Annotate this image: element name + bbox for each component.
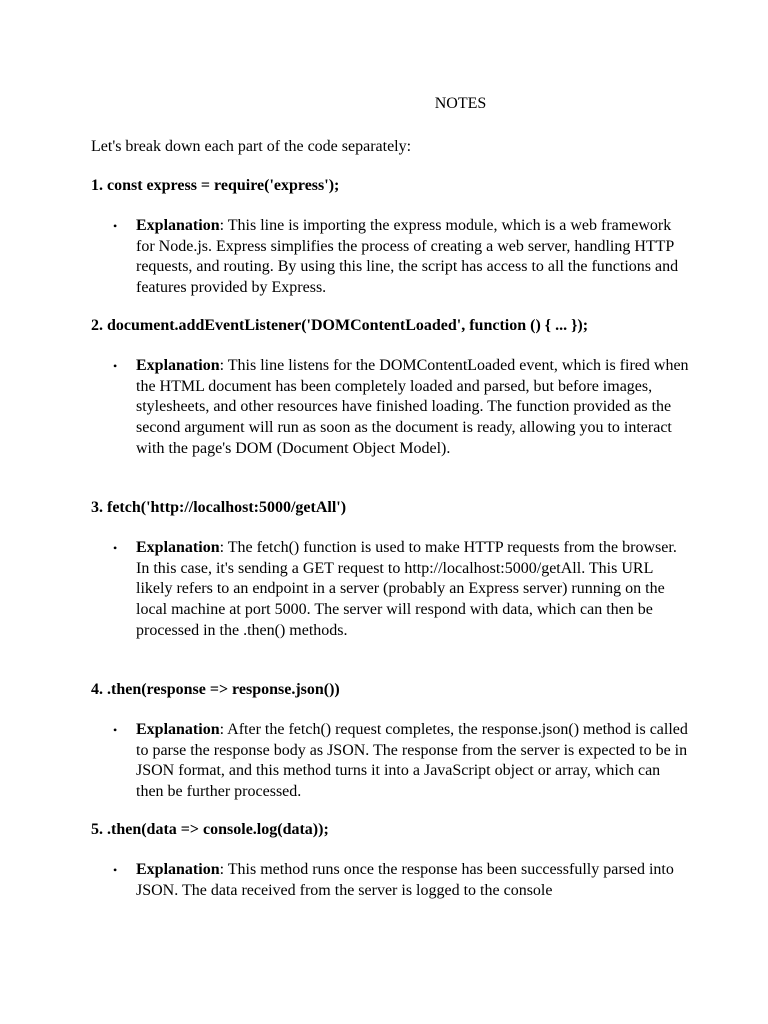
section-heading: 1. const express = require('express'); — [91, 177, 340, 194]
bullet-icon: • — [113, 722, 118, 737]
list-item — [91, 356, 691, 460]
section-heading: 3. fetch('http://localhost:5000/getAll') — [91, 499, 347, 516]
list-item — [91, 216, 691, 299]
section-2 — [91, 316, 691, 460]
explanation-label: Explanation — [136, 538, 220, 556]
bullet-icon: • — [113, 862, 118, 877]
section-heading: 5. .then(data => console.log(data)); — [91, 821, 329, 838]
page-title: NOTES — [434, 95, 487, 112]
section-3 — [91, 498, 691, 642]
explanation-label: Explanation — [136, 720, 220, 738]
list-item — [91, 720, 691, 803]
explanation-label: Explanation — [136, 860, 220, 878]
section-heading: 2. document.addEventListener('DOMContentLoaded', function () { ... }); — [91, 317, 589, 334]
explanation-text: : After the fetch() request completes, the response.json() method is called to parse the response body as JSON. The response from the server is expected to be in JSON format, and this method turns it into a JavaScript object or array, which can then be further processed. — [136, 720, 688, 801]
explanation-label: Explanation — [136, 356, 220, 374]
explanation-text: : This line is importing the express module, which is a web framework for Node.js. Express simplifies the process of creating a web server, handling HTTP requests, and routing. By using this line, the script has access to all the functions and features provided by Express. — [136, 216, 679, 297]
explanation-text: : This method runs once the response has been successfully parsed into JSON. The data received from the server is logged to the console — [136, 860, 674, 899]
section-5 — [91, 820, 691, 901]
list-item — [91, 860, 691, 902]
section-4 — [91, 680, 691, 803]
explanation-label: Explanation — [136, 216, 220, 234]
section-1 — [91, 176, 691, 299]
explanation-text: : The fetch() function is used to make HTTP requests from the browser. In this case, it's sending a GET request to http://localhost:5000/getAll. This URL likely refers to an endpoint in a server (probably an Express server) running on the local machine at port 5000. The server will respond with data, which can then be processed in the .then() methods. — [136, 538, 677, 639]
explanation-text: : This line listens for the DOMContentLoaded event, which is fired when the HTML document has been completely loaded and parsed, but before images, stylesheets, and other resources have finished loading. The function provided as the second argument will run as soon as the document is ready, allowing you to interact with the page's DOM (Document Object Model). — [136, 356, 689, 457]
section-heading: 4. .then(response => response.json()) — [91, 681, 340, 698]
bullet-icon: • — [113, 540, 118, 555]
list-item — [91, 538, 691, 642]
intro-text: Let's break down each part of the code separately: — [91, 138, 412, 155]
bullet-icon: • — [113, 358, 118, 373]
bullet-icon: • — [113, 218, 118, 233]
